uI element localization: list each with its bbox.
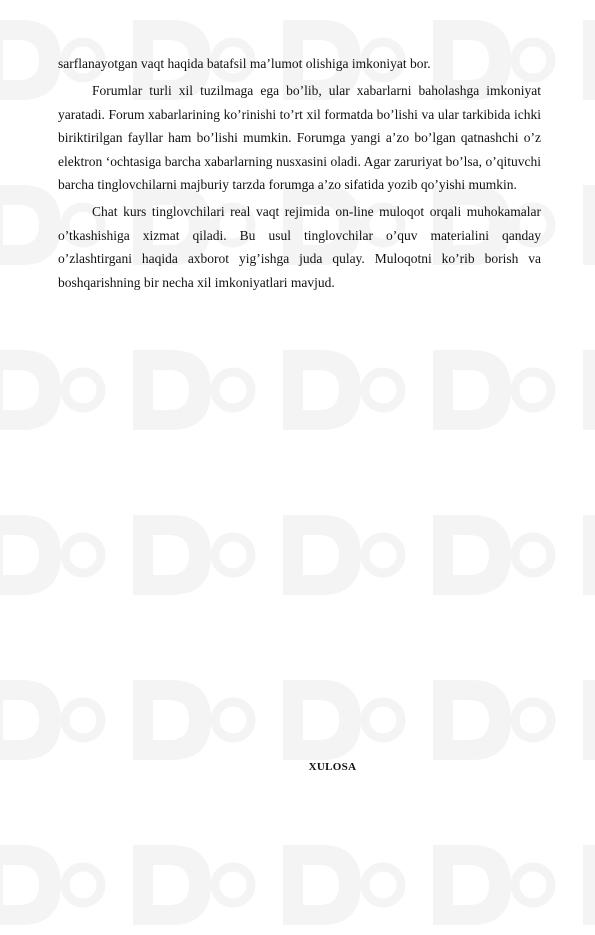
docx-watermark-icon — [0, 835, 107, 935]
docx-watermark-icon — [425, 670, 557, 770]
docx-watermark-icon — [425, 340, 557, 440]
docx-watermark-icon — [575, 175, 595, 275]
section-heading: XULOSA — [308, 761, 357, 773]
docx-watermark-icon — [275, 835, 407, 935]
paragraph-continuation: sarflanayotgan vaqt haqida batafsil ma’lumot olishiga imkoniyat bor. — [58, 56, 431, 71]
docx-watermark-icon — [125, 340, 257, 440]
paragraph-chat: Chat kurs tinglovchilari real vaqt rejimida on-line muloqot orqali muhokamalar o’tkashishiga xizmat qiladi. Bu usul tinglovchilar o’quv materialini qanday o’zlashtirgani haqida axborot yig’ishga juda qulay. Muloqotni ko’rib borish va boshqarishning bir necha xil imkoniyatlari mavjud. — [58, 204, 541, 290]
docx-watermark-icon — [125, 835, 257, 935]
docx-watermark-icon — [125, 670, 257, 770]
document-page — [58, 52, 541, 294]
docx-watermark-icon — [0, 340, 107, 440]
docx-watermark-icon — [0, 505, 107, 605]
docx-watermark-icon — [275, 505, 407, 605]
docx-watermark-icon — [575, 340, 595, 440]
docx-watermark-icon — [275, 340, 407, 440]
paragraph-forums: Forumlar turli xil tuzilmaga ega bo’lib, ular xabarlarni baholashga imkoniyat yaratadi. Forum xabarlarining ko’rinishi to’rt xil formatda bo’lishi va ular tarkibida ichki biriktirilgan fayllar ham bo’lishi mumkin. Forumga yangi a’zo bo’lgan qatnashchi o’z elektron ‘ochtasiga barcha xabarlarning nusxasini oladi. Agar zaruriyat bo’lsa, o’qituvchi barcha tinglovchilarni majburiy tarzda forumga a’zo sifatida yozib qo’yishi mumkin. — [58, 83, 541, 193]
docx-watermark-icon — [575, 505, 595, 605]
docx-watermark-icon — [575, 835, 595, 935]
docx-watermark-icon — [575, 10, 595, 110]
docx-watermark-icon — [125, 505, 257, 605]
docx-watermark-icon — [425, 835, 557, 935]
docx-watermark-icon — [0, 670, 107, 770]
docx-watermark-icon — [575, 670, 595, 770]
docx-watermark-icon — [275, 670, 407, 770]
docx-watermark-icon — [425, 505, 557, 605]
